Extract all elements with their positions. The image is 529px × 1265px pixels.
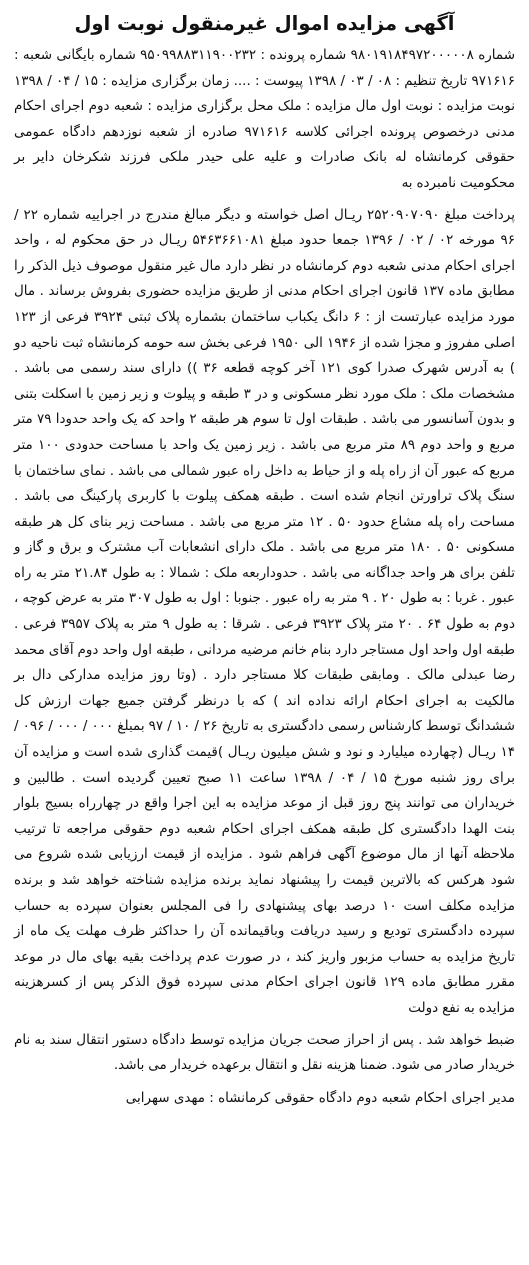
notice-signature: مدیر اجرای احکام شعبه دوم دادگاه حقوقی کرمانشاه : مهدی سهرابی [125,1089,515,1106]
notice-title: آگهی مزایده اموال غیرمنقول نوبت اول [74,12,455,35]
notice-paragraph-property-details: پرداخت مبلغ ۲۵۲۰۹۰۷۰۹۰ ریـال اصل خواسته و دیگر مبالغ مندرج در اجراییه شماره ۲۲ / ۹۶ مورخه ۰۲ / ۰۲ / ۱۳۹۶ جمعا حدود مبلغ ۵۴۶۳۶۶۱۰۸۱ ریـال در حق محکوم له ، واحد اجرای احکام مدنی شعبه دوم کرمانشاه در نظر دارد مال غیر منقول موصوف ذیل الذکر را مطابق ماده ۱۳۷ قانون اجرای احکام مدنی از طریق مزایده حضوری بفروش برساند . مال مورد مزایده عبارتست از : ۶ دانگ یکباب ساختمان بشماره پلاک ثبتی ۳۹۲۴ فرعی از ۱۲۳ اصلی مفروز و مجزا شده از ۱۹۴۶ الی ۱۹۵۰ فرعی بخش سه حومه کرمانشاه ثبت ناحیه دو ) به آدرس شهرک صدرا کوی ۱۲۱ آخر کوچه قطعه ۳۶ )) دارای سند رسمی می باشد . مشخصات ملک : ملک مورد نظر مسکونی و در ۳ طبقه و پیلوت و زیر زمین با اسکلت بتنی و بدون آسانسور می باشد . طبقات اول تا سوم هر طبقه ۲ واحد که یک واحد حدودا ۷۹ متر مربع و واحد دوم ۸۹ متر مربع می باشد . زیر زمین یک واحد با مساحت حدودی ۱۰۰ متر مربع که عبور آن از راه پله و از حیاط به داخل راه عبور شمالی می باشد . نمای ساختمان با سنگ پلاک تراورتن انجام شده است . طبقه همکف پیلوت با کاربری پارکینگ می باشد . مساحت راه پله مشاع حدود ۵۰ . ۱۲ متر مربع می باشد . مساحت زیر بنای کل هر طبقه مسکونی ۵۰ . ۱۸۰ متر مربع می باشد . ملک دارای انشعابات آب مشترک و برق و گاز و تلفن برای هر واحد جداگانه می باشد . حدوداربعه ملک : شمالا : به طول ۲۱.۸۴ متر به راه عبور . غربا : به طول ۲۰ . ۹ متر به راه عبور . جنوبا : اول به طول ۳۰۷ متر به عرض کوچه ، دوم به طول ۶۴ . ۲۰ متر پلاک ۳۹۲۳ فرعی . شرقا : به طول ۹ متر به پلاک ۳۹۵۷ فرعی . طبقه اول واحد اول مستاجر دارد بنام خانم مرضیه مردانی ، طبقه اول واحد دوم آقای محمد رضا عبدلی مالک . ومابقی طبقات کلا مستاجر دارد . (وتا روز مزایده مدارکی دال بر مالکیت به اجرای احکام ارائه نداده اند ) که با درنظر گرفتن جمیع جهات ارزش کل ششدانگ توسط کارشناس رسمی دادگستری به تاریخ ۲۶ / ۱۰ / ۹۷ بمبلغ ۰۰۰ / ۰۰۰ / ۰۹۶ / ۱۴ ریـال (چهارده میلیارد و نود و شش میلیون ریـال )قیمت گذاری شده است و مزایده آن برای روز شنبه مورخ ۱۵ / ۰۴ / ۱۳۹۸ ساعت ۱۱ صبح تعیین گردیده است . طالبین و خریداران می توانند پنج روز قبل از موعد مزایده به این اجرا واقع در چهارراه بسیج بلوار بنت الهدا دادگستری کل طبقه همکف اجرای احکام شعبه دوم حقوقی مراجعه تا ترتیب ملاحظه آنها از مال موضوع آگهی فراهم شود . مزایده از قیمت ارزیابی شده شروع می شود هرکس که بالاترین قیمت را پیشنهاد نماید برنده مزایده شناخته خواهد شد و برنده مزایده مکلف است ۱۰ درصد بهای پیشنهادی را فی المجلس بعنوان سپرده به حساب سپرده دادگستری تودیع و رسید دریافت وباقیمانده آن را حداکثر ظرف مهلت یک ماه از تاریخ مزایده به حساب مزبور واریز کند ، در صورت عدم پرداخت بقیه بهای مال در موعد مقرر مطابق ماده ۱۲۹ قانون اجرای احکام مدنی سپرده فوق الذکر پس از کسرهزینه مزایده به نفع دولت [14,206,516,1016]
notice-paragraph-case-info: شماره ۹۸۰۱۹۱۸۴۹۷۲۰۰۰۰۰۸ شماره پرونده : ۹۵۰۹۹۸۸۳۱۱۹۰۰۲۳۲ شماره بایگانی شعبه : ۹۷۱۶۱۶ تاریخ تنظیم : ۰۸ / ۰۳ / ۱۳۹۸ پیوست : .... زمان برگزاری مزایده : ۱۵ / ۰۴ / ۱۳۹۸ نوبت مزایده : نوبت اول مال مزایده : ملک محل برگزاری مزایده : شعبه دوم اجرای احکام مدنی درخصوص پرونده اجرائی کلاسه ۹۷۱۶۱۶ صادره از شعبه نوزدهم دادگاه عمومی حقوقی کرمانشاه له بانک صادرات و علیه علی حیدر ملکی فرزند شکرخان دایر بر محکومیت نامبرده به [14,47,516,191]
notice-paragraph-closing: ضبط خواهد شد . پس از احراز صحت جریان مزایده توسط دادگاه دستور انتقال سند به نام خریدار صادر می شود. ضمنا هزینه نقل و انتقال برعهده خریدار می باشد. [14,1031,515,1074]
